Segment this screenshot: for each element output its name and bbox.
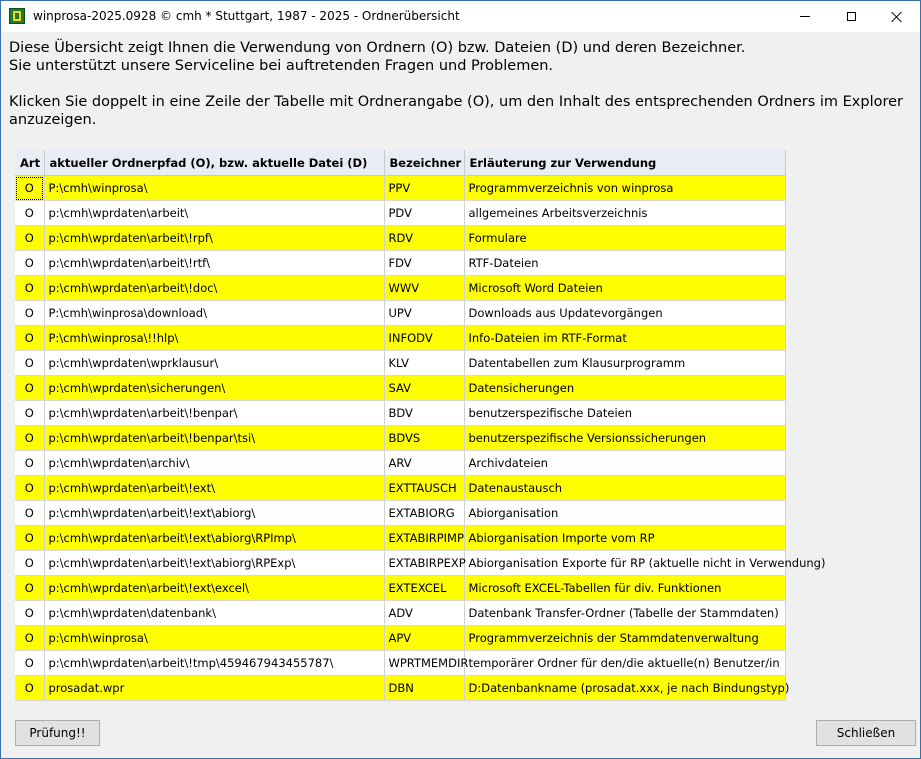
cell-description[interactable]: Archivdateien — [464, 451, 785, 476]
cell-path[interactable]: p:\cmh\wprdaten\arbeit\!ext\abiorg\RPImp\ — [44, 526, 384, 551]
table-row[interactable] — [15, 276, 785, 301]
cell-description[interactable]: Programmverzeichnis der Stammdatenverwaltung — [464, 626, 785, 651]
window-title: winprosa-2025.0928 © cmh * Stuttgart, 1987 - 2025 - Ordnerübersicht — [33, 9, 460, 23]
cell-identifier[interactable]: DBN — [384, 676, 464, 701]
close-button[interactable]: Schließen — [816, 720, 916, 746]
table-row[interactable] — [15, 426, 785, 451]
cell-art[interactable]: O — [15, 501, 44, 526]
cell-art[interactable]: O — [15, 426, 44, 451]
cell-art[interactable]: O — [15, 276, 44, 301]
column-header-identifier[interactable]: Bezeichner — [384, 150, 464, 176]
table-row[interactable] — [15, 326, 785, 351]
table-row[interactable] — [15, 176, 785, 201]
cell-path[interactable]: P:\cmh\winprosa\download\ — [44, 301, 384, 326]
table-body — [15, 176, 826, 701]
cell-art[interactable]: O — [15, 376, 44, 401]
cell-path[interactable]: p:\cmh\wprdaten\wprklausur\ — [44, 351, 384, 376]
cell-art[interactable]: O — [15, 401, 44, 426]
cell-path[interactable]: P:\cmh\winprosa\ — [44, 176, 384, 201]
column-header-art[interactable]: Art — [15, 150, 44, 176]
cell-art[interactable]: O — [15, 301, 44, 326]
cell-path[interactable]: p:\cmh\wprdaten\arbeit\!ext\ — [44, 476, 384, 501]
cell-path[interactable]: prosadat.wpr — [44, 676, 384, 701]
cell-art[interactable]: O — [15, 176, 44, 201]
cell-description[interactable]: Datenbank Transfer-Ordner (Tabelle der Stammdaten) — [464, 601, 785, 626]
cell-description[interactable]: RTF-Dateien — [464, 251, 785, 276]
cell-description[interactable]: allgemeines Arbeitsverzeichnis — [464, 201, 785, 226]
table-row[interactable] — [15, 401, 785, 426]
cell-art[interactable]: O — [15, 251, 44, 276]
cell-art[interactable]: O — [15, 526, 44, 551]
cell-identifier[interactable]: WWV — [384, 276, 464, 301]
cell-identifier[interactable]: INFODV — [384, 326, 464, 351]
intro-line-2: Sie unterstützt unsere Serviceline bei auftretenden Fragen und Problemen. — [9, 58, 554, 74]
table-row[interactable] — [15, 251, 785, 276]
cell-description[interactable]: benutzerspezifische Dateien — [464, 401, 785, 426]
cell-description[interactable]: Abiorganisation — [464, 501, 785, 526]
cell-art[interactable]: O — [15, 476, 44, 501]
cell-path[interactable]: p:\cmh\wprdaten\arbeit\!benpar\ — [44, 401, 384, 426]
cell-identifier[interactable]: ARV — [384, 451, 464, 476]
cell-description[interactable]: Microsoft Word Dateien — [464, 276, 785, 301]
table-row[interactable] — [15, 476, 785, 501]
minimize-icon — [800, 16, 810, 17]
check-button[interactable]: Prüfung!! — [15, 720, 100, 746]
cell-identifier[interactable]: FDV — [384, 251, 464, 276]
table-row[interactable] — [15, 626, 785, 651]
table-header-row — [15, 150, 785, 176]
cell-art[interactable]: O — [15, 576, 44, 601]
table-row[interactable] — [15, 651, 785, 676]
cell-path[interactable]: p:\cmh\winprosa\ — [44, 626, 384, 651]
table-row[interactable] — [15, 501, 785, 526]
column-header-path[interactable]: aktueller Ordnerpfad (O), bzw. aktuelle Datei (D) — [44, 150, 384, 176]
cell-art[interactable]: O — [15, 626, 44, 651]
cell-description[interactable]: Datensicherungen — [464, 376, 785, 401]
cell-identifier[interactable]: EXTABIRPEXP — [384, 551, 464, 576]
cell-description[interactable]: Datenaustausch — [464, 476, 785, 501]
cell-identifier[interactable]: EXTEXCEL — [384, 576, 464, 601]
intro-line-4: anzuzeigen. — [9, 112, 97, 128]
cell-identifier[interactable]: RDV — [384, 226, 464, 251]
cell-identifier[interactable]: BDVS — [384, 426, 464, 451]
cell-description[interactable]: Abiorganisation Importe vom RP — [464, 526, 785, 551]
cell-art[interactable]: O — [15, 651, 44, 676]
cell-description[interactable]: Formulare — [464, 226, 785, 251]
intro-line-3: Klicken Sie doppelt in eine Zeile der Tabelle mit Ordnerangabe (O), um den Inhalt des entsprechenden Ordners im Explorer — [9, 94, 904, 110]
cell-description[interactable]: D:Datenbankname (prosadat.xxx, je nach Bindungstyp) — [464, 676, 785, 701]
cell-description[interactable]: Microsoft EXCEL-Tabellen für div. Funktionen — [464, 576, 785, 601]
cell-identifier[interactable]: EXTABIORG — [384, 501, 464, 526]
app-logo-icon — [9, 8, 25, 24]
cell-art[interactable]: O — [15, 351, 44, 376]
table-row[interactable] — [15, 551, 785, 576]
cell-path[interactable]: p:\cmh\wprdaten\arbeit\!doc\ — [44, 276, 384, 301]
cell-identifier[interactable]: KLV — [384, 351, 464, 376]
cell-identifier[interactable]: ADV — [384, 601, 464, 626]
cell-identifier[interactable]: PPV — [384, 176, 464, 201]
cell-path[interactable]: p:\cmh\wprdaten\arbeit\!ext\abiorg\RPExp\ — [44, 551, 384, 576]
cell-path[interactable]: p:\cmh\wprdaten\sicherungen\ — [44, 376, 384, 401]
cell-identifier[interactable]: EXTTAUSCH — [384, 476, 464, 501]
cell-art[interactable]: O — [15, 601, 44, 626]
table-row[interactable] — [15, 351, 785, 376]
table-row[interactable] — [15, 676, 785, 701]
cell-path[interactable]: P:\cmh\winprosa\!!hlp\ — [44, 326, 384, 351]
cell-path[interactable]: p:\cmh\wprdaten\arbeit\!benpar\tsi\ — [44, 426, 384, 451]
cell-identifier[interactable]: UPV — [384, 301, 464, 326]
cell-art[interactable]: O — [15, 451, 44, 476]
table-row[interactable] — [15, 576, 785, 601]
cell-description[interactable]: temporärer Ordner für den/die aktuelle(n) Benutzer/in — [464, 651, 785, 676]
cell-description[interactable]: Info-Dateien im RTF-Format — [464, 326, 785, 351]
cell-description[interactable]: Abiorganisation Exporte für RP (aktuelle nicht in Verwendung) — [464, 551, 785, 576]
cell-path[interactable]: p:\cmh\wprdaten\arbeit\!rpf\ — [44, 226, 384, 251]
cell-path[interactable]: p:\cmh\wprdaten\arbeit\!ext\abiorg\ — [44, 501, 384, 526]
cell-identifier[interactable]: BDV — [384, 401, 464, 426]
intro-line-1: Diese Übersicht zeigt Ihnen die Verwendung von Ordnern (O) bzw. Dateien (D) und deren Bezeichner. — [9, 40, 746, 56]
table-row[interactable] — [15, 301, 785, 326]
cell-identifier[interactable]: WPRTMEMDIR — [384, 651, 464, 676]
cell-description[interactable]: Datentabellen zum Klausurprogramm — [464, 351, 785, 376]
cell-path[interactable]: p:\cmh\wprdaten\datenbank\ — [44, 601, 384, 626]
maximize-icon — [847, 12, 856, 21]
cell-path[interactable]: p:\cmh\wprdaten\arbeit\!tmp\459467943455787\ — [44, 651, 384, 676]
table-row[interactable] — [15, 451, 785, 476]
table-row[interactable] — [15, 526, 785, 551]
folder-table[interactable] — [15, 150, 826, 701]
table-row[interactable] — [15, 226, 785, 251]
cell-path[interactable]: p:\cmh\wprdaten\arbeit\!rtf\ — [44, 251, 384, 276]
table-row[interactable] — [15, 601, 785, 626]
cell-path[interactable]: p:\cmh\wprdaten\archiv\ — [44, 451, 384, 476]
cell-description[interactable]: Downloads aus Updatevorgängen — [464, 301, 785, 326]
cell-identifier[interactable]: SAV — [384, 376, 464, 401]
cell-art[interactable]: O — [15, 676, 44, 701]
cell-path[interactable]: p:\cmh\wprdaten\arbeit\ — [44, 201, 384, 226]
minimize-button[interactable] — [782, 1, 828, 32]
cell-art[interactable]: O — [15, 226, 44, 251]
cell-art[interactable]: O — [15, 201, 44, 226]
close-window-button[interactable] — [874, 1, 920, 32]
cell-path[interactable]: p:\cmh\wprdaten\arbeit\!ext\excel\ — [44, 576, 384, 601]
cell-identifier[interactable]: APV — [384, 626, 464, 651]
maximize-button[interactable] — [828, 1, 874, 32]
table-row[interactable] — [15, 376, 785, 401]
cell-identifier[interactable]: PDV — [384, 201, 464, 226]
title-bar[interactable] — [1, 1, 920, 32]
close-icon — [891, 11, 903, 23]
cell-art[interactable]: O — [15, 551, 44, 576]
column-header-description[interactable]: Erläuterung zur Verwendung — [464, 150, 785, 176]
cell-description[interactable]: benutzerspezifische Versionssicherungen — [464, 426, 785, 451]
cell-description[interactable]: Programmverzeichnis von winprosa — [464, 176, 785, 201]
intro-text — [9, 39, 909, 129]
table-row[interactable] — [15, 201, 785, 226]
cell-art[interactable]: O — [15, 326, 44, 351]
cell-identifier[interactable]: EXTABIRPIMP — [384, 526, 464, 551]
